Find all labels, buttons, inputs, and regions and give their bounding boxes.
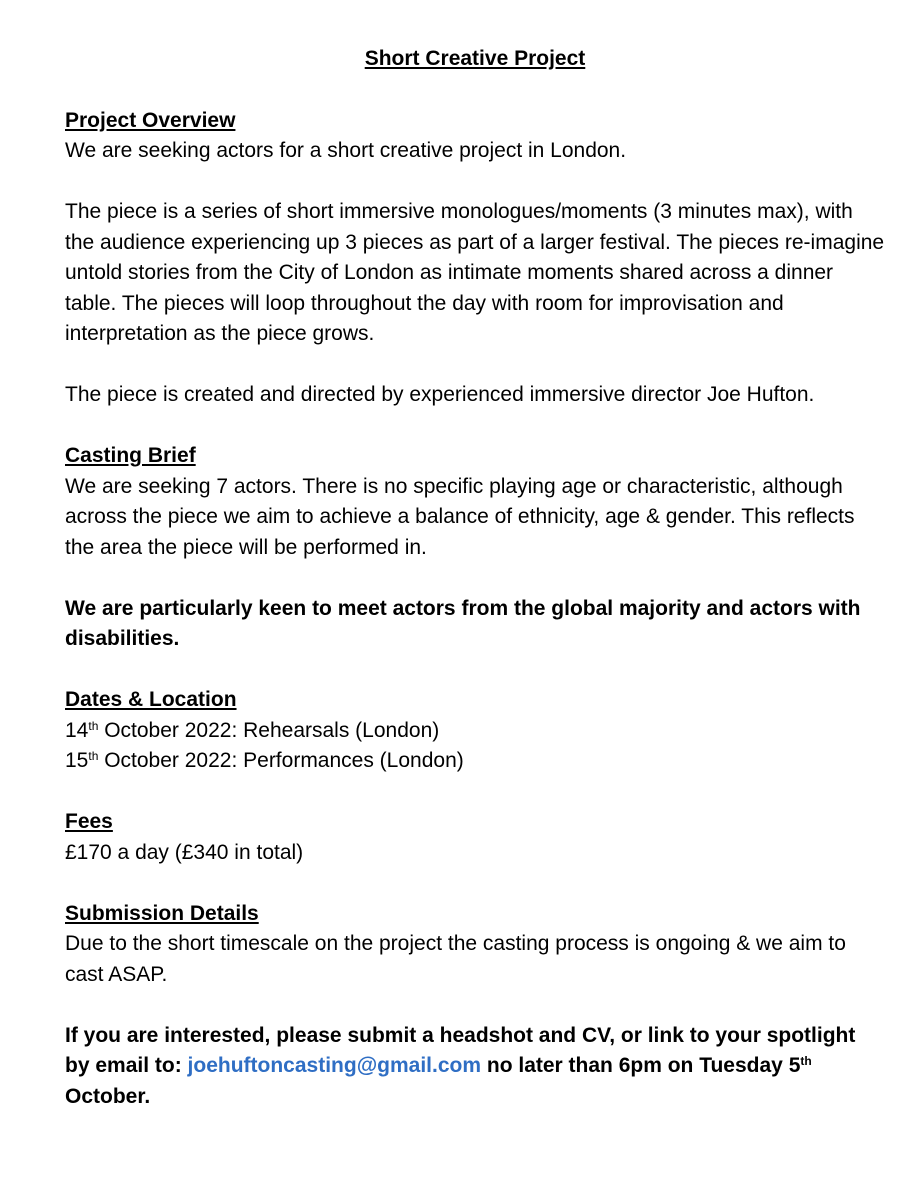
overview-paragraph-2: The piece is a series of short immersive monologues/moments (3 minutes max), with the audience experiencing up 3 pieces as part of a larger festival. The pieces re-imagine untold stories from the City of London as intimate moments shared across a dinner table. The pieces will loop throughout the day with room for improvisation and interpretation as the piece grows.	[65, 200, 885, 345]
date-day: 14	[65, 718, 89, 742]
casting-paragraph-2: We are particularly keen to meet actors from the global majority and actors with disabilities.	[65, 596, 861, 650]
submission-paragraph-2	[65, 1021, 885, 1113]
casting-brief-heading: Casting Brief	[65, 444, 196, 467]
date-text: October 2022: Rehearsals (London)	[98, 718, 440, 742]
date-text: October 2022: Performances (London)	[98, 749, 464, 772]
fees-text: £170 a day (£340 in total)	[65, 840, 304, 864]
email-link[interactable]: joehuftoncasting@gmail.com	[187, 1054, 482, 1077]
submission-text-after: no later than 6pm on Tuesday 5	[481, 1054, 801, 1077]
date-item	[65, 716, 885, 747]
date-day: 15	[65, 749, 89, 772]
date-suffix: th	[88, 718, 99, 733]
submission-details-heading: Submission Details	[65, 901, 259, 925]
overview-paragraph-1: We are seeking actors for a short creative project in London.	[65, 139, 627, 162]
submission-text-before: If you are interested, please submit a headshot and CV, or link to your spotlight by email to:	[65, 1023, 856, 1077]
casting-paragraph-1: We are seeking 7 actors. There is no specific playing age or characteristic, although across the piece we aim to achieve a balance of ethnicity, age & gender. This reflects the area the piece will be performed in.	[65, 474, 855, 559]
fees-heading: Fees	[65, 810, 113, 833]
submission-text-end: October.	[65, 1084, 151, 1108]
dates-location-heading: Dates & Location	[65, 688, 237, 711]
deadline-suffix: th	[800, 1054, 812, 1068]
document-title: Short Creative Project	[364, 47, 586, 70]
date-item	[65, 746, 885, 777]
submission-paragraph-1: Due to the short timescale on the project the casting process is ongoing & we aim to cast ASAP.	[65, 932, 846, 986]
project-overview-heading: Project Overview	[65, 108, 236, 132]
date-suffix: th	[88, 749, 99, 763]
document-page	[65, 44, 885, 1112]
overview-paragraph-3: The piece is created and directed by experienced immersive director Joe Hufton.	[65, 383, 815, 406]
